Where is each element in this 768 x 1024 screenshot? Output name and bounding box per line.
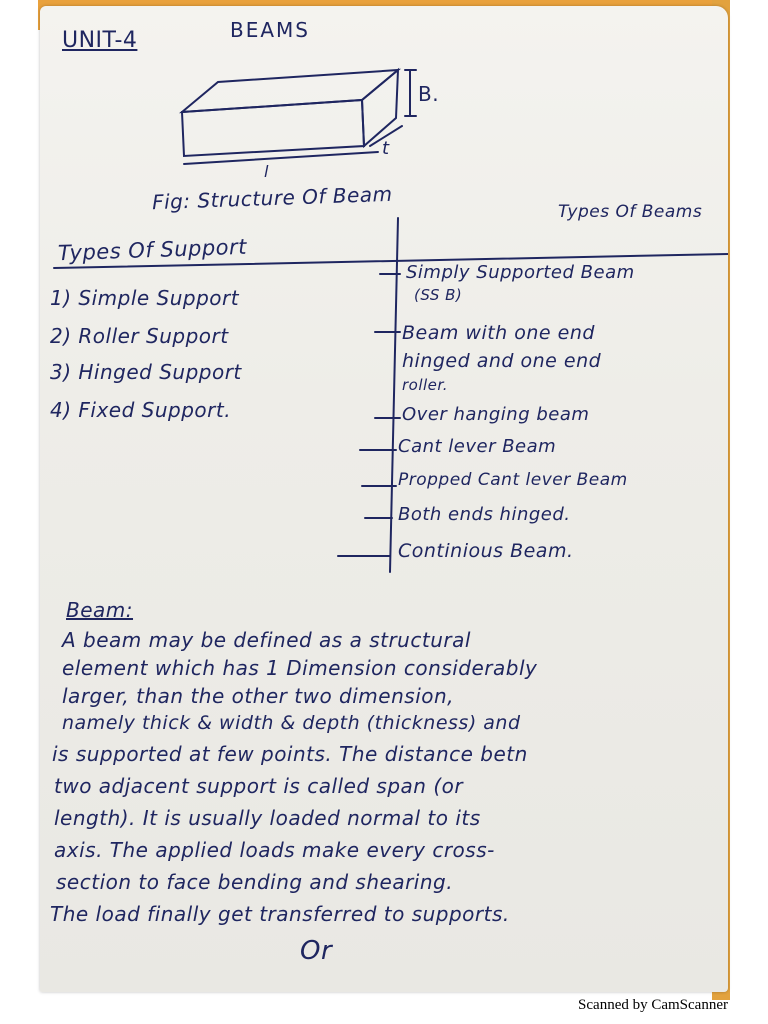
dimension-l-label: l (264, 162, 269, 181)
unit-title: UNIT-4 (62, 28, 138, 53)
notebook-page (40, 6, 728, 992)
beam-type-item: roller. (402, 376, 448, 394)
beam-type-item: Beam with one end (402, 322, 595, 344)
support-item: 1) Simple Support (50, 286, 240, 310)
definition-line: length). It is usually loaded normal to its (54, 806, 481, 830)
supports-heading: Types Of Support (57, 234, 248, 266)
support-item: 4) Fixed Support. (50, 398, 232, 422)
definition-line: namely thick & width & depth (thickness) and (62, 712, 521, 734)
beam-type-item: Over hanging beam (402, 404, 590, 425)
support-item: 3) Hinged Support (50, 360, 242, 384)
definition-line: element which has 1 Dimension considerably (62, 656, 538, 680)
definition-line: section to face bending and shearing. (56, 870, 454, 894)
figure-caption: Fig: Structure Of Beam (151, 181, 393, 215)
topic-title: BEAMS (230, 18, 310, 42)
definition-line: A beam may be defined as a structural (62, 628, 471, 652)
definition-line: larger, than the other two dimension, (62, 684, 455, 708)
definition-closing: Or (300, 936, 333, 966)
beam-type-item: Propped Cant lever Beam (398, 470, 628, 490)
definition-line: The load finally get transferred to supports. (50, 902, 510, 926)
beam-type-item: Cant lever Beam (398, 436, 557, 457)
support-item: 2) Roller Support (50, 324, 229, 348)
dimension-b-label: B. (418, 82, 440, 106)
definition-line: axis. The applied loads make every cross- (54, 838, 495, 862)
beam-type-item: (SS B) (414, 286, 463, 304)
definition-line: two adjacent support is called span (or (54, 774, 464, 798)
beam-type-item: hinged and one end (402, 350, 602, 372)
definition-heading: Beam: (66, 598, 134, 622)
beam-type-item: Both ends hinged. (398, 504, 571, 525)
scanner-footer: Scanned by CamScanner (578, 997, 728, 1013)
beams-heading: Types Of Beams (558, 202, 703, 222)
beam-type-item: Simply Supported Beam (406, 262, 635, 283)
dimension-t-label: t (382, 138, 390, 159)
definition-line: is supported at few points. The distance betn (52, 742, 528, 766)
beam-type-item: Continious Beam. (398, 540, 574, 562)
